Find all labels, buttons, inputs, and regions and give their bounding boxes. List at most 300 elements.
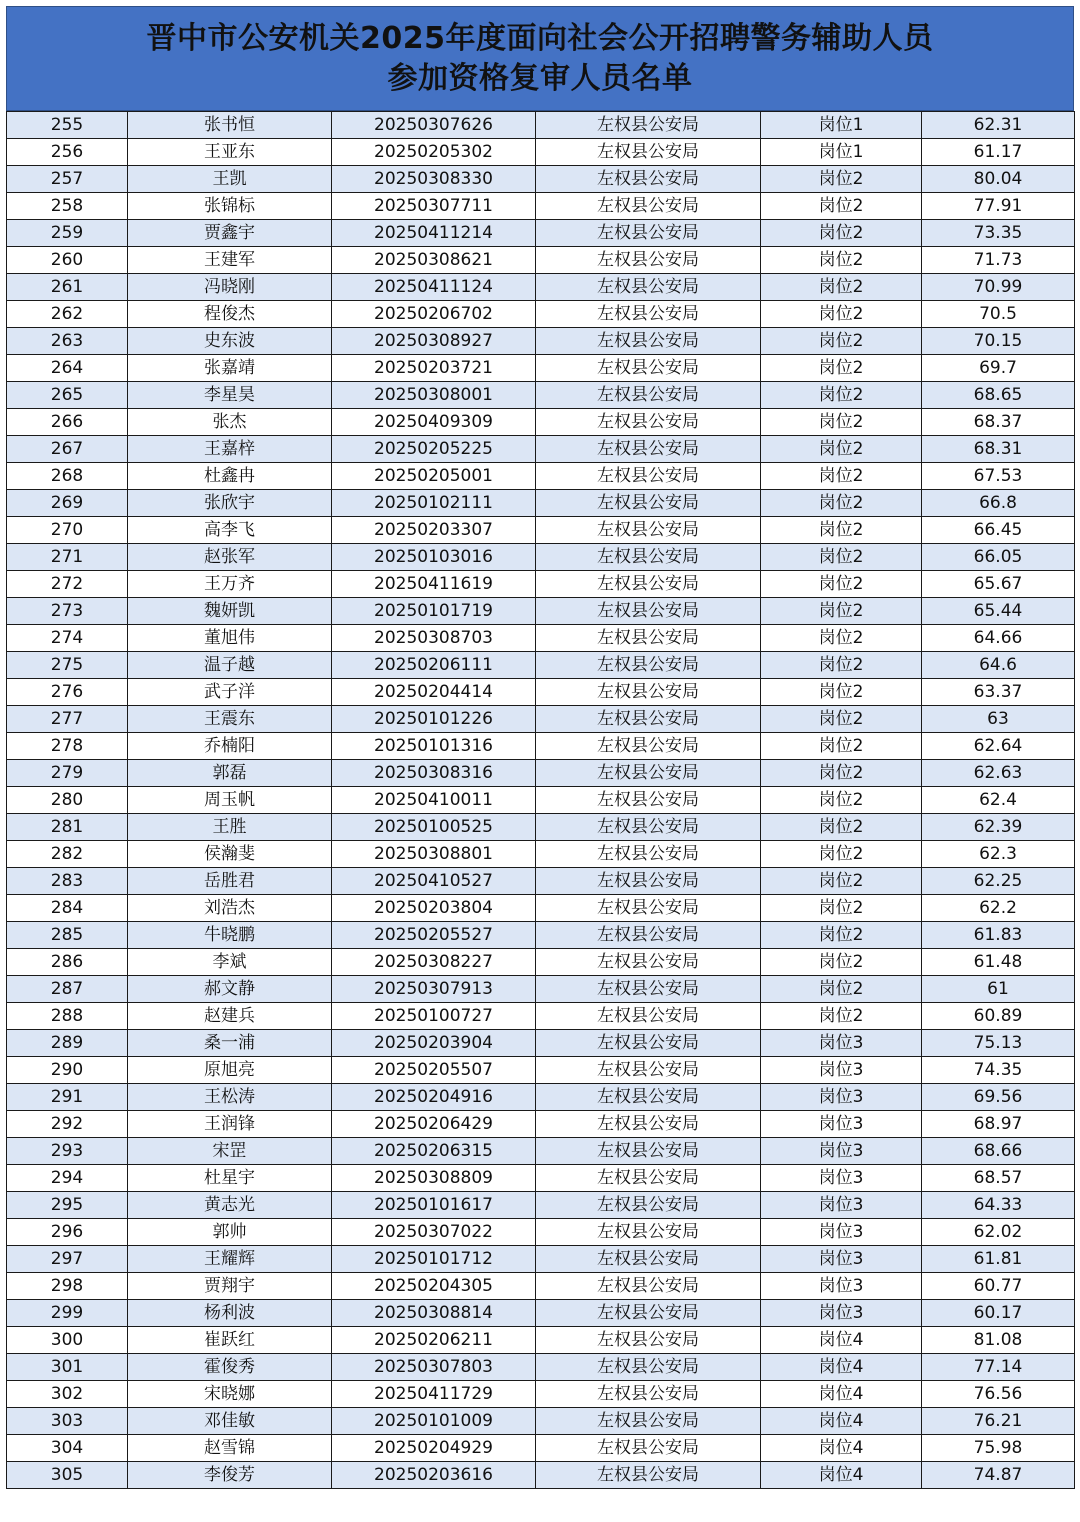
table-row (7, 1327, 1075, 1354)
row-number-cell: 276 (7, 679, 128, 706)
position-cell: 岗位2 (761, 598, 922, 625)
row-number-cell: 255 (7, 112, 128, 139)
exam-id-cell: 20250308316 (332, 760, 536, 787)
name-cell: 温子越 (128, 652, 332, 679)
score-cell: 66.45 (922, 517, 1075, 544)
exam-id-cell: 20250308001 (332, 382, 536, 409)
name-cell: 张杰 (128, 409, 332, 436)
unit-cell: 左权县公安局 (536, 598, 761, 625)
name-cell: 王万齐 (128, 571, 332, 598)
exam-id-cell: 20250203721 (332, 355, 536, 382)
table-row (7, 976, 1075, 1003)
exam-id-cell: 20250101009 (332, 1408, 536, 1435)
score-cell: 76.21 (922, 1408, 1075, 1435)
name-cell: 黄志光 (128, 1192, 332, 1219)
unit-cell: 左权县公安局 (536, 1354, 761, 1381)
name-cell: 程俊杰 (128, 301, 332, 328)
position-cell: 岗位2 (761, 841, 922, 868)
exam-id-cell: 20250206211 (332, 1327, 536, 1354)
table-row (7, 1192, 1075, 1219)
exam-id-cell: 20250203904 (332, 1030, 536, 1057)
score-cell: 73.35 (922, 220, 1075, 247)
table-row (7, 571, 1075, 598)
table-row (7, 112, 1075, 139)
unit-cell: 左权县公安局 (536, 922, 761, 949)
name-cell: 王建军 (128, 247, 332, 274)
unit-cell: 左权县公安局 (536, 976, 761, 1003)
table-row (7, 706, 1075, 733)
unit-cell: 左权县公安局 (536, 301, 761, 328)
score-cell: 65.67 (922, 571, 1075, 598)
score-cell: 62.3 (922, 841, 1075, 868)
table-row (7, 1111, 1075, 1138)
exam-id-cell: 20250307022 (332, 1219, 536, 1246)
position-cell: 岗位4 (761, 1327, 922, 1354)
name-cell: 王凯 (128, 166, 332, 193)
row-number-cell: 304 (7, 1435, 128, 1462)
unit-cell: 左权县公安局 (536, 355, 761, 382)
score-cell: 69.7 (922, 355, 1075, 382)
row-number-cell: 269 (7, 490, 128, 517)
position-cell: 岗位2 (761, 976, 922, 1003)
table-row (7, 544, 1075, 571)
row-number-cell: 280 (7, 787, 128, 814)
name-cell: 武子洋 (128, 679, 332, 706)
name-cell: 贾翔宇 (128, 1273, 332, 1300)
score-cell: 70.5 (922, 301, 1075, 328)
name-cell: 霍俊秀 (128, 1354, 332, 1381)
name-cell: 刘浩杰 (128, 895, 332, 922)
table-row (7, 490, 1075, 517)
exam-id-cell: 20250410527 (332, 868, 536, 895)
name-cell: 张嘉靖 (128, 355, 332, 382)
title-line-1: 晋中市公安机关2025年度面向社会公开招聘警务辅助人员 (146, 20, 934, 56)
position-cell: 岗位2 (761, 760, 922, 787)
score-cell: 71.73 (922, 247, 1075, 274)
exam-id-cell: 20250203804 (332, 895, 536, 922)
table-row (7, 814, 1075, 841)
unit-cell: 左权县公安局 (536, 328, 761, 355)
table-row (7, 328, 1075, 355)
roster-table (6, 111, 1075, 1489)
unit-cell: 左权县公安局 (536, 247, 761, 274)
position-cell: 岗位2 (761, 436, 922, 463)
exam-id-cell: 20250100525 (332, 814, 536, 841)
unit-cell: 左权县公安局 (536, 1192, 761, 1219)
position-cell: 岗位2 (761, 922, 922, 949)
row-number-cell: 301 (7, 1354, 128, 1381)
unit-cell: 左权县公安局 (536, 517, 761, 544)
row-number-cell: 274 (7, 625, 128, 652)
title-line-2: 参加资格复审人员名单 (387, 60, 693, 96)
unit-cell: 左权县公安局 (536, 814, 761, 841)
score-cell: 62.4 (922, 787, 1075, 814)
score-cell: 61.83 (922, 922, 1075, 949)
position-cell: 岗位3 (761, 1057, 922, 1084)
exam-id-cell: 20250206315 (332, 1138, 536, 1165)
position-cell: 岗位1 (761, 139, 922, 166)
unit-cell: 左权县公安局 (536, 1462, 761, 1489)
position-cell: 岗位2 (761, 166, 922, 193)
score-cell: 63 (922, 706, 1075, 733)
table-row (7, 895, 1075, 922)
score-cell: 62.02 (922, 1219, 1075, 1246)
table-row (7, 1300, 1075, 1327)
row-number-cell: 270 (7, 517, 128, 544)
row-number-cell: 259 (7, 220, 128, 247)
score-cell: 69.56 (922, 1084, 1075, 1111)
row-number-cell: 289 (7, 1030, 128, 1057)
row-number-cell: 263 (7, 328, 128, 355)
position-cell: 岗位3 (761, 1300, 922, 1327)
row-number-cell: 288 (7, 1003, 128, 1030)
exam-id-cell: 20250307626 (332, 112, 536, 139)
row-number-cell: 305 (7, 1462, 128, 1489)
row-number-cell: 256 (7, 139, 128, 166)
unit-cell: 左权县公安局 (536, 220, 761, 247)
score-cell: 61 (922, 976, 1075, 1003)
exam-id-cell: 20250101316 (332, 733, 536, 760)
table-row (7, 1165, 1075, 1192)
unit-cell: 左权县公安局 (536, 787, 761, 814)
unit-cell: 左权县公安局 (536, 1165, 761, 1192)
name-cell: 原旭亮 (128, 1057, 332, 1084)
exam-id-cell: 20250205302 (332, 139, 536, 166)
name-cell: 高李飞 (128, 517, 332, 544)
position-cell: 岗位3 (761, 1084, 922, 1111)
exam-id-cell: 20250203616 (332, 1462, 536, 1489)
name-cell: 乔楠阳 (128, 733, 332, 760)
table-row (7, 1408, 1075, 1435)
unit-cell: 左权县公安局 (536, 841, 761, 868)
table-row (7, 922, 1075, 949)
unit-cell: 左权县公安局 (536, 1138, 761, 1165)
name-cell: 杨利波 (128, 1300, 332, 1327)
row-number-cell: 262 (7, 301, 128, 328)
table-row (7, 841, 1075, 868)
score-cell: 77.14 (922, 1354, 1075, 1381)
table-row (7, 760, 1075, 787)
name-cell: 李星昊 (128, 382, 332, 409)
roster-sheet (6, 6, 1074, 1489)
row-number-cell: 272 (7, 571, 128, 598)
name-cell: 桑一浦 (128, 1030, 332, 1057)
table-row (7, 625, 1075, 652)
score-cell: 65.44 (922, 598, 1075, 625)
position-cell: 岗位4 (761, 1381, 922, 1408)
row-number-cell: 294 (7, 1165, 128, 1192)
name-cell: 史东波 (128, 328, 332, 355)
score-cell: 61.48 (922, 949, 1075, 976)
position-cell: 岗位2 (761, 355, 922, 382)
score-cell: 75.98 (922, 1435, 1075, 1462)
table-row (7, 220, 1075, 247)
table-row (7, 274, 1075, 301)
exam-id-cell: 20250204414 (332, 679, 536, 706)
row-number-cell: 302 (7, 1381, 128, 1408)
unit-cell: 左权县公安局 (536, 1057, 761, 1084)
unit-cell: 左权县公安局 (536, 733, 761, 760)
row-number-cell: 282 (7, 841, 128, 868)
exam-id-cell: 20250101226 (332, 706, 536, 733)
table-row (7, 409, 1075, 436)
row-number-cell: 266 (7, 409, 128, 436)
table-row (7, 139, 1075, 166)
row-number-cell: 297 (7, 1246, 128, 1273)
exam-id-cell: 20250102111 (332, 490, 536, 517)
exam-id-cell: 20250411124 (332, 274, 536, 301)
row-number-cell: 296 (7, 1219, 128, 1246)
exam-id-cell: 20250206111 (332, 652, 536, 679)
exam-id-cell: 20250308227 (332, 949, 536, 976)
table-row (7, 679, 1075, 706)
table-row (7, 1273, 1075, 1300)
name-cell: 邓佳敏 (128, 1408, 332, 1435)
name-cell: 郝文静 (128, 976, 332, 1003)
score-cell: 60.89 (922, 1003, 1075, 1030)
row-number-cell: 290 (7, 1057, 128, 1084)
position-cell: 岗位2 (761, 814, 922, 841)
position-cell: 岗位2 (761, 868, 922, 895)
row-number-cell: 279 (7, 760, 128, 787)
score-cell: 62.2 (922, 895, 1075, 922)
score-cell: 76.56 (922, 1381, 1075, 1408)
exam-id-cell: 20250308927 (332, 328, 536, 355)
position-cell: 岗位3 (761, 1246, 922, 1273)
exam-id-cell: 20250205225 (332, 436, 536, 463)
unit-cell: 左权县公安局 (536, 571, 761, 598)
row-number-cell: 258 (7, 193, 128, 220)
name-cell: 岳胜君 (128, 868, 332, 895)
exam-id-cell: 20250101617 (332, 1192, 536, 1219)
row-number-cell: 267 (7, 436, 128, 463)
exam-id-cell: 20250308621 (332, 247, 536, 274)
unit-cell: 左权县公安局 (536, 1327, 761, 1354)
position-cell: 岗位2 (761, 301, 922, 328)
row-number-cell: 260 (7, 247, 128, 274)
name-cell: 王松涛 (128, 1084, 332, 1111)
position-cell: 岗位1 (761, 112, 922, 139)
name-cell: 王震东 (128, 706, 332, 733)
exam-id-cell: 20250204929 (332, 1435, 536, 1462)
name-cell: 杜星宇 (128, 1165, 332, 1192)
score-cell: 70.15 (922, 328, 1075, 355)
row-number-cell: 284 (7, 895, 128, 922)
table-row (7, 1030, 1075, 1057)
table-row (7, 598, 1075, 625)
position-cell: 岗位2 (761, 1003, 922, 1030)
unit-cell: 左权县公安局 (536, 1435, 761, 1462)
row-number-cell: 303 (7, 1408, 128, 1435)
score-cell: 62.39 (922, 814, 1075, 841)
name-cell: 赵张军 (128, 544, 332, 571)
unit-cell: 左权县公安局 (536, 652, 761, 679)
exam-id-cell: 20250204305 (332, 1273, 536, 1300)
name-cell: 赵建兵 (128, 1003, 332, 1030)
score-cell: 64.6 (922, 652, 1075, 679)
name-cell: 李斌 (128, 949, 332, 976)
unit-cell: 左权县公安局 (536, 544, 761, 571)
position-cell: 岗位3 (761, 1165, 922, 1192)
row-number-cell: 295 (7, 1192, 128, 1219)
table-row (7, 1381, 1075, 1408)
score-cell: 61.81 (922, 1246, 1075, 1273)
score-cell: 64.66 (922, 625, 1075, 652)
position-cell: 岗位2 (761, 247, 922, 274)
row-number-cell: 271 (7, 544, 128, 571)
score-cell: 77.91 (922, 193, 1075, 220)
score-cell: 68.65 (922, 382, 1075, 409)
unit-cell: 左权县公安局 (536, 895, 761, 922)
score-cell: 60.17 (922, 1300, 1075, 1327)
row-number-cell: 277 (7, 706, 128, 733)
row-number-cell: 299 (7, 1300, 128, 1327)
table-row (7, 1003, 1075, 1030)
position-cell: 岗位3 (761, 1219, 922, 1246)
exam-id-cell: 20250307711 (332, 193, 536, 220)
row-number-cell: 286 (7, 949, 128, 976)
exam-id-cell: 20250410011 (332, 787, 536, 814)
unit-cell: 左权县公安局 (536, 1300, 761, 1327)
name-cell: 牛晓鹏 (128, 922, 332, 949)
score-cell: 68.66 (922, 1138, 1075, 1165)
unit-cell: 左权县公安局 (536, 436, 761, 463)
table-row (7, 166, 1075, 193)
position-cell: 岗位2 (761, 463, 922, 490)
unit-cell: 左权县公安局 (536, 1381, 761, 1408)
score-cell: 81.08 (922, 1327, 1075, 1354)
exam-id-cell: 20250308814 (332, 1300, 536, 1327)
row-number-cell: 265 (7, 382, 128, 409)
score-cell: 64.33 (922, 1192, 1075, 1219)
name-cell: 郭帅 (128, 1219, 332, 1246)
exam-id-cell: 20250101712 (332, 1246, 536, 1273)
row-number-cell: 257 (7, 166, 128, 193)
name-cell: 周玉帆 (128, 787, 332, 814)
row-number-cell: 268 (7, 463, 128, 490)
unit-cell: 左权县公安局 (536, 1030, 761, 1057)
score-cell: 67.53 (922, 463, 1075, 490)
position-cell: 岗位2 (761, 706, 922, 733)
row-number-cell: 264 (7, 355, 128, 382)
unit-cell: 左权县公安局 (536, 193, 761, 220)
exam-id-cell: 20250307803 (332, 1354, 536, 1381)
score-cell: 62.63 (922, 760, 1075, 787)
table-row (7, 301, 1075, 328)
table-row (7, 382, 1075, 409)
row-number-cell: 287 (7, 976, 128, 1003)
name-cell: 王耀辉 (128, 1246, 332, 1273)
table-row (7, 355, 1075, 382)
position-cell: 岗位4 (761, 1462, 922, 1489)
score-cell: 62.31 (922, 112, 1075, 139)
position-cell: 岗位4 (761, 1408, 922, 1435)
row-number-cell: 300 (7, 1327, 128, 1354)
exam-id-cell: 20250411214 (332, 220, 536, 247)
table-row (7, 733, 1075, 760)
exam-id-cell: 20250203307 (332, 517, 536, 544)
score-cell: 80.04 (922, 166, 1075, 193)
table-row (7, 1138, 1075, 1165)
unit-cell: 左权县公安局 (536, 166, 761, 193)
row-number-cell: 293 (7, 1138, 128, 1165)
score-cell: 68.31 (922, 436, 1075, 463)
unit-cell: 左权县公安局 (536, 409, 761, 436)
table-row (7, 949, 1075, 976)
score-cell: 63.37 (922, 679, 1075, 706)
name-cell: 冯晓刚 (128, 274, 332, 301)
unit-cell: 左权县公安局 (536, 139, 761, 166)
row-number-cell: 275 (7, 652, 128, 679)
name-cell: 张欣宇 (128, 490, 332, 517)
position-cell: 岗位2 (761, 652, 922, 679)
exam-id-cell: 20250101719 (332, 598, 536, 625)
position-cell: 岗位4 (761, 1354, 922, 1381)
unit-cell: 左权县公安局 (536, 1219, 761, 1246)
score-cell: 75.13 (922, 1030, 1075, 1057)
name-cell: 魏妍凯 (128, 598, 332, 625)
position-cell: 岗位2 (761, 625, 922, 652)
name-cell: 侯瀚斐 (128, 841, 332, 868)
row-number-cell: 291 (7, 1084, 128, 1111)
name-cell: 王润锋 (128, 1111, 332, 1138)
exam-id-cell: 20250206702 (332, 301, 536, 328)
row-number-cell: 298 (7, 1273, 128, 1300)
position-cell: 岗位2 (761, 490, 922, 517)
table-row (7, 1057, 1075, 1084)
exam-id-cell: 20250308330 (332, 166, 536, 193)
score-cell: 70.99 (922, 274, 1075, 301)
unit-cell: 左权县公安局 (536, 1111, 761, 1138)
position-cell: 岗位2 (761, 409, 922, 436)
exam-id-cell: 20250409309 (332, 409, 536, 436)
position-cell: 岗位2 (761, 679, 922, 706)
table-row (7, 1462, 1075, 1489)
unit-cell: 左权县公安局 (536, 490, 761, 517)
position-cell: 岗位3 (761, 1138, 922, 1165)
position-cell: 岗位3 (761, 1192, 922, 1219)
name-cell: 王胜 (128, 814, 332, 841)
table-row (7, 193, 1075, 220)
name-cell: 宋罡 (128, 1138, 332, 1165)
score-cell: 68.97 (922, 1111, 1075, 1138)
unit-cell: 左权县公安局 (536, 1408, 761, 1435)
exam-id-cell: 20250204916 (332, 1084, 536, 1111)
unit-cell: 左权县公安局 (536, 679, 761, 706)
position-cell: 岗位2 (761, 274, 922, 301)
exam-id-cell: 20250206429 (332, 1111, 536, 1138)
name-cell: 杜鑫冉 (128, 463, 332, 490)
position-cell: 岗位2 (761, 382, 922, 409)
name-cell: 宋晓娜 (128, 1381, 332, 1408)
name-cell: 崔跃红 (128, 1327, 332, 1354)
position-cell: 岗位2 (761, 733, 922, 760)
unit-cell: 左权县公安局 (536, 1246, 761, 1273)
score-cell: 74.35 (922, 1057, 1075, 1084)
exam-id-cell: 20250411619 (332, 571, 536, 598)
unit-cell: 左权县公安局 (536, 463, 761, 490)
name-cell: 董旭伟 (128, 625, 332, 652)
exam-id-cell: 20250205001 (332, 463, 536, 490)
table-row (7, 463, 1075, 490)
score-cell: 61.17 (922, 139, 1075, 166)
score-cell: 62.64 (922, 733, 1075, 760)
exam-id-cell: 20250307913 (332, 976, 536, 1003)
position-cell: 岗位4 (761, 1435, 922, 1462)
unit-cell: 左权县公安局 (536, 1273, 761, 1300)
name-cell: 郭磊 (128, 760, 332, 787)
unit-cell: 左权县公安局 (536, 382, 761, 409)
